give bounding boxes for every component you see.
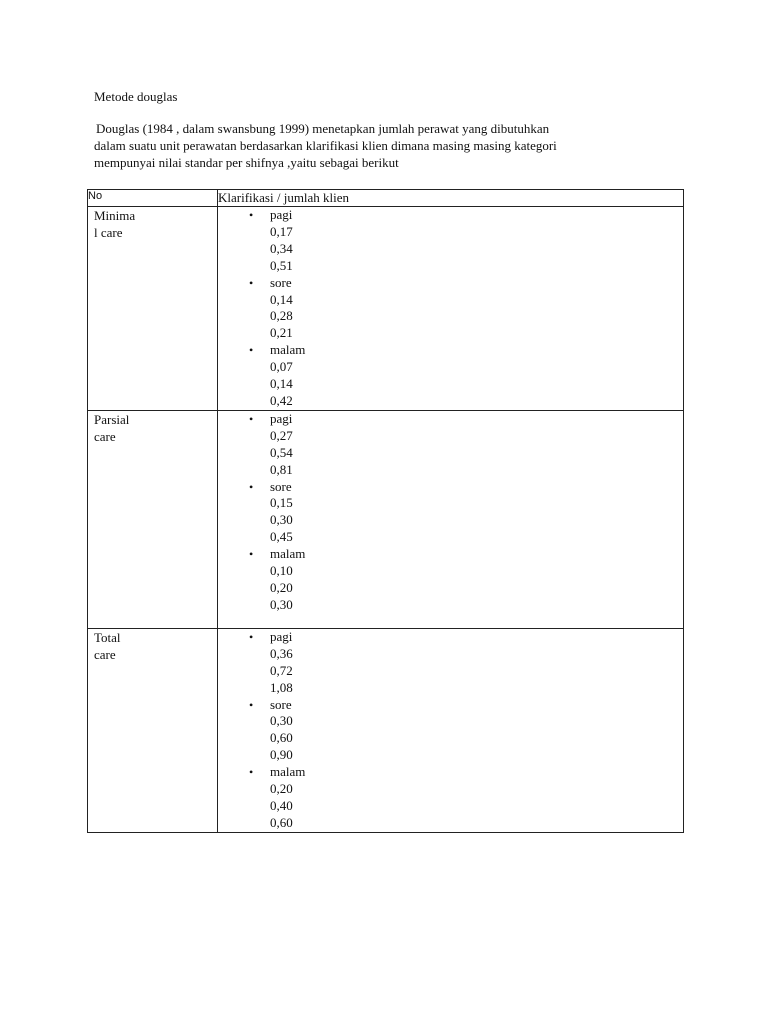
shift-value: 0,40	[270, 797, 293, 813]
shift-item	[218, 629, 683, 646]
shift-item	[218, 764, 683, 781]
shift-value: 0,30	[270, 713, 293, 729]
paragraph-line: dalam suatu unit perawatan berdasarkan klarifikasi klien dimana masing masing kategori	[94, 138, 557, 153]
values-cell	[218, 207, 684, 411]
shift-item	[218, 275, 683, 292]
shift-value: 0,54	[270, 444, 293, 460]
shift-name: sore	[270, 696, 292, 712]
shift-value: 0,90	[270, 747, 293, 763]
category-label: l care	[94, 225, 123, 240]
paragraph-line: Douglas (1984 , dalam swansbung 1999) menetapkan jumlah perawat yang dibutuhkan	[96, 121, 550, 136]
header-no: No	[88, 190, 218, 207]
shift-item	[218, 546, 683, 563]
shift-name: malam	[270, 764, 306, 780]
shift-item	[218, 207, 683, 224]
bullet-icon: •	[249, 765, 254, 780]
shift-item	[218, 342, 683, 359]
category-cell	[88, 207, 218, 411]
category-label: Parsial	[94, 411, 130, 427]
shift-value: 0,36	[270, 645, 293, 661]
bullet-icon: •	[249, 547, 254, 562]
shift-value: 0,72	[270, 662, 293, 678]
bullet-icon: •	[249, 275, 254, 290]
shift-name: pagi	[270, 207, 293, 222]
values-cell	[218, 628, 684, 832]
category-cell	[88, 628, 218, 832]
paragraph-line: mempunyai nilai standar per shifnya ,yaitu sebagai berikut	[94, 155, 399, 170]
table-row	[88, 628, 684, 832]
shift-item	[218, 479, 683, 496]
bullet-icon: •	[249, 411, 254, 426]
values-cell	[218, 410, 684, 628]
shift-value: 0,51	[270, 257, 293, 273]
shift-value: 0,30	[270, 596, 293, 612]
shift-value: 0,81	[270, 461, 293, 477]
shift-value: 0,07	[270, 359, 293, 375]
category-label: Total	[94, 629, 121, 645]
shift-value: 0,20	[270, 579, 293, 595]
table-row	[88, 207, 684, 411]
category-label: Minima	[94, 208, 136, 223]
shift-value: 0,30	[270, 512, 293, 528]
shift-value: 0,27	[270, 427, 293, 443]
shift-value: 0,28	[270, 308, 293, 324]
bullet-icon: •	[249, 208, 254, 222]
shift-item	[218, 697, 683, 714]
shift-value: 0,34	[270, 240, 293, 256]
shift-value: 1,08	[270, 679, 293, 695]
bullet-icon: •	[249, 479, 254, 494]
shift-value: 0,60	[270, 730, 293, 746]
bullet-icon: •	[249, 697, 254, 712]
shift-value: 0,42	[270, 392, 293, 408]
table-header-row	[88, 190, 684, 207]
shift-name: malam	[270, 546, 306, 562]
shift-value: 0,15	[270, 495, 293, 511]
header-klasifikasi: Klarifikasi / jumlah klien	[218, 190, 684, 207]
category-cell	[88, 410, 218, 628]
shift-value: 0,10	[270, 563, 293, 579]
classification-table	[87, 189, 684, 833]
shift-value: 0,21	[270, 325, 293, 341]
shift-name: pagi	[270, 628, 293, 644]
category-label: care	[94, 428, 116, 444]
shift-name: malam	[270, 342, 306, 358]
bullet-icon: •	[249, 629, 254, 644]
category-label: care	[94, 646, 116, 662]
shift-value: 0,20	[270, 781, 293, 797]
shift-name: sore	[270, 274, 292, 290]
shift-value: 0,60	[270, 814, 293, 830]
shift-value: 0,14	[270, 291, 293, 307]
intro-paragraph	[94, 120, 674, 171]
shift-value: 0,45	[270, 529, 293, 545]
table-row	[88, 410, 684, 628]
document-title: Metode douglas	[94, 89, 178, 104]
shift-value: 0,17	[270, 223, 293, 239]
shift-item	[218, 411, 683, 428]
bullet-icon: •	[249, 343, 254, 358]
shift-value: 0,14	[270, 376, 293, 392]
shift-name: sore	[270, 478, 292, 494]
shift-name: pagi	[270, 410, 293, 426]
